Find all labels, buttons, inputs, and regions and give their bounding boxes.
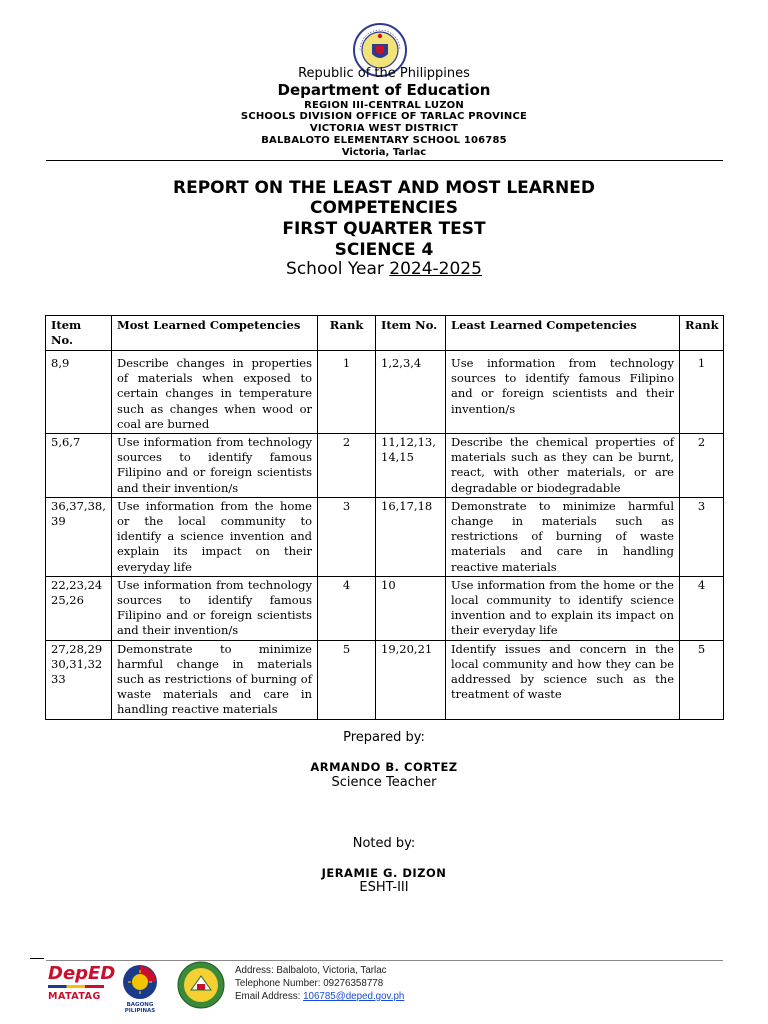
most-items-cell: 22,23,24 25,26 xyxy=(46,576,112,640)
bagong-pilipinas-text: BAGONG PILIPINAS xyxy=(124,1002,156,1014)
most-items-cell: 8,9 xyxy=(46,351,112,434)
least-rank-cell: 4 xyxy=(680,576,724,640)
header-divider xyxy=(46,160,723,161)
most-competency-cell: Describe changes in properties of materials when exposed to certain changes in temperature such as changes when wood or coal are burned xyxy=(112,351,318,434)
least-competency-cell: Use information from technology sources to identify famous Filipino and or foreign scientists and their invention/s xyxy=(446,351,680,434)
deped-matatag-logo-icon xyxy=(48,963,116,1009)
most-competency-cell: Demonstrate to minimize harmful change in materials such as restrictions of burning of waste materials and care in handling reactive materials xyxy=(112,640,318,719)
least-items-cell: 19,20,21 xyxy=(376,640,446,719)
most-competency-cell: Use information from technology sources to identify famous Filipino and or foreign scientists and their invention/s xyxy=(112,576,318,640)
school-year-value: 2024-2025 xyxy=(389,259,482,279)
most-rank-cell: 4 xyxy=(318,576,376,640)
division-line: SCHOOLS DIVISION OFFICE OF TARLAC PROVINCE xyxy=(240,111,528,122)
table-row xyxy=(46,576,724,640)
table-row xyxy=(46,434,724,498)
header-rank: Rank xyxy=(318,316,376,351)
report-title-line-2: COMPETENCIES xyxy=(309,198,458,218)
school-year xyxy=(0,259,768,279)
footer-telephone: Telephone Number: 09276358778 xyxy=(235,978,384,989)
header-most-learned: Most Learned Competencies xyxy=(112,316,318,351)
footer-divider-left xyxy=(30,958,44,959)
most-rank-cell: 5 xyxy=(318,640,376,719)
table-header-row xyxy=(46,316,724,351)
deped-logo-stripe xyxy=(48,985,104,988)
table-row xyxy=(46,497,724,576)
header-item-no-2: Item No. xyxy=(376,316,446,351)
table-row xyxy=(46,351,724,434)
bagong-pilipinas-logo-icon xyxy=(115,962,165,1014)
least-competency-cell: Use information from the home or the local community to identify science invention and to explain its impact on their everyday life xyxy=(446,576,680,640)
footer-email-label: Email Address: xyxy=(235,991,304,1002)
school-year-prefix: School Year xyxy=(286,259,390,279)
competency-table xyxy=(45,315,724,720)
most-competency-cell: Use information from technology sources to identify famous Filipino and or foreign scientists and their invention/s xyxy=(112,434,318,498)
noted-by-name: JERAMIE G. DIZON xyxy=(321,866,447,880)
school-line: BALBALOTO ELEMENTARY SCHOOL 106785 xyxy=(261,135,507,146)
most-items-cell: 36,37,38, 39 xyxy=(46,497,112,576)
prepared-by-title: Science Teacher xyxy=(331,775,437,790)
header-item-no: Item No. xyxy=(46,316,112,351)
most-rank-cell: 2 xyxy=(318,434,376,498)
report-title-line-4: SCIENCE 4 xyxy=(334,240,434,260)
table-row xyxy=(46,640,724,719)
matatag-text: MATATAG xyxy=(48,991,101,1002)
least-rank-cell: 3 xyxy=(680,497,724,576)
least-competency-cell: Identify issues and concern in the local community and how they can be addressed by science such as the treatment of waste xyxy=(446,640,680,719)
most-rank-cell: 1 xyxy=(318,351,376,434)
prepared-by-name: ARMANDO B. CORTEZ xyxy=(310,760,458,774)
department-heading: Department of Education xyxy=(277,81,491,99)
noted-by-title: ESHT-III xyxy=(359,880,409,895)
most-items-cell: 27,28,29 30,31,32 33 xyxy=(46,640,112,719)
least-items-cell: 11,12,13, 14,15 xyxy=(376,434,446,498)
noted-by-label: Noted by: xyxy=(352,836,416,851)
header-least-learned: Least Learned Competencies xyxy=(446,316,680,351)
most-rank-cell: 3 xyxy=(318,497,376,576)
school-seal-icon xyxy=(176,960,226,1010)
district-line: VICTORIA WEST DISTRICT xyxy=(309,123,459,134)
deped-logo-text: DepED xyxy=(48,963,116,984)
least-rank-cell: 1 xyxy=(680,351,724,434)
header-rank-2: Rank xyxy=(680,316,724,351)
report-title-line-3: FIRST QUARTER TEST xyxy=(282,219,486,239)
footer-email-link[interactable]: 106785@deped.gov.ph xyxy=(303,991,405,1002)
least-competency-cell: Demonstrate to minimize harmful change in materials such as restrictions of burning of waste materials and care in handling reactive materials xyxy=(446,497,680,576)
footer-email xyxy=(235,991,404,1003)
least-items-cell: 1,2,3,4 xyxy=(376,351,446,434)
report-title-line-1: REPORT ON THE LEAST AND MOST LEARNED xyxy=(173,178,595,198)
least-competency-cell: Describe the chemical properties of materials such as they can be burnt, react, with other materials, or are degradable or biodegradable xyxy=(446,434,680,498)
republic-heading: Republic of the Philippines xyxy=(298,66,470,81)
footer-address: Address: Balbaloto, Victoria, Tarlac xyxy=(235,965,387,976)
town-line: Victoria, Tarlac xyxy=(341,147,427,158)
most-items-cell: 5,6,7 xyxy=(46,434,112,498)
least-items-cell: 16,17,18 xyxy=(376,497,446,576)
footer-divider xyxy=(46,960,723,961)
least-rank-cell: 5 xyxy=(680,640,724,719)
most-competency-cell: Use information from the home or the local community to identify a science invention and explain its impact on their everyday life xyxy=(112,497,318,576)
region-line: REGION III-CENTRAL LUZON xyxy=(304,100,464,111)
prepared-by-label: Prepared by: xyxy=(343,730,425,745)
least-rank-cell: 2 xyxy=(680,434,724,498)
least-items-cell: 10 xyxy=(376,576,446,640)
